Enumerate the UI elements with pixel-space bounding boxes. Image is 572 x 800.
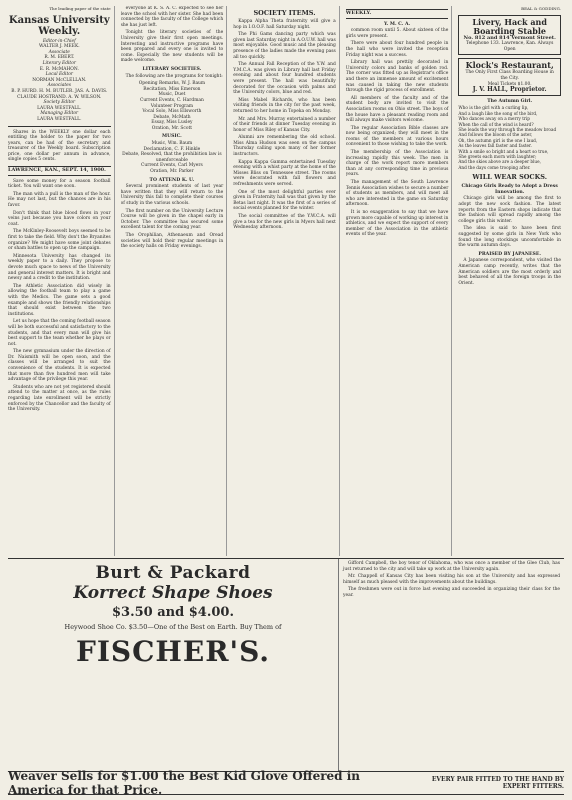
divider bbox=[8, 126, 111, 127]
article-paragraph: Kappa Alpha Theta fraternity will give a hop in I.O.O.F. hall Saturday night. bbox=[233, 19, 336, 30]
poem-line: When the call of the wind is heard? bbox=[458, 121, 534, 127]
column-4 bbox=[346, 6, 453, 556]
program-item: Vocal Solo, Miss Ellsworth bbox=[142, 109, 202, 115]
columns bbox=[8, 6, 564, 556]
program-list bbox=[121, 81, 224, 131]
program-item: Current Events, Carl Myers bbox=[141, 163, 203, 169]
program-item: Essay, Miss Lusley bbox=[151, 120, 193, 126]
program-item: Recitation, Miss Emerson bbox=[143, 86, 201, 92]
program-list bbox=[121, 141, 224, 175]
article-paragraph: Chicago girls will be among the first to adopt the new sock fashion. The latest reports from the Eastern shops indicate that the fashion will spread rapidly among the college girls this winter. bbox=[458, 196, 561, 224]
article-paragraph: The McKinley-Roosevelt boys seemed to be first to take the field. Why don't the Bryanites organize? We might have some joint debates or sham battles to open up the campaign. bbox=[8, 229, 111, 252]
program-item: Volunteer Program bbox=[150, 103, 194, 109]
ad-line: The Only First Class Boarding House in the City. bbox=[465, 70, 554, 81]
section-heading: MUSIC. bbox=[162, 134, 182, 140]
poem-line: As the leaves fall faster and faster. bbox=[458, 143, 532, 149]
poem-line: She leads the way through the meadow broad bbox=[458, 126, 557, 132]
dateline: LAWRENCE, KAN., SEPT. 14, 1900. bbox=[8, 166, 111, 176]
article-paragraph: The regular Association Bible classes are now being organized; they will meet in the rooms of the members at various hours convenient to those wishing to take the work. bbox=[345, 125, 449, 148]
livery-advertisement bbox=[458, 15, 561, 56]
poem-line: She greets each morn with laughter; bbox=[458, 154, 537, 159]
article-paragraph: Save some money for a season football ticket. You will want one soon. bbox=[8, 178, 111, 190]
article-paragraph: The following are the programs for tonight: bbox=[125, 73, 223, 79]
column-1 bbox=[8, 6, 115, 556]
article-paragraph: Alumni are remembering the old school. Miss Alma Hudson was seen on the campus Thursday calling upon many of her former instructors. bbox=[233, 135, 336, 158]
ad-line: Meal Tickets $1.00. bbox=[487, 81, 532, 87]
article-paragraph: Miss Mabel Richards, who has been visiting friends in the city for the past week, returned to her home in Topeka on Monday. bbox=[233, 97, 336, 114]
masthead-note: The leading paper of the state bbox=[49, 6, 111, 11]
article-paragraph: Gifford Campbell, the boy tenor of Oklahoma, who was once a member of the Glee Club, has just returned to the city and will take up work at the University again. bbox=[343, 561, 560, 572]
section-heading: SOCIETY ITEMS. bbox=[253, 9, 316, 17]
poem-line: Who dances away on a merry trip bbox=[458, 116, 530, 122]
section-heading: WILL WEAR SOCKS. bbox=[472, 173, 547, 182]
ad-brand-line: Burt & Packard bbox=[95, 563, 251, 583]
program-item: Declamation, C. F. Hinkle bbox=[143, 146, 201, 152]
article-paragraph: The man with a pull is the man of the hour. He may not last, but the chances are in his favor. bbox=[8, 191, 111, 209]
article-paragraph: Kappa Kappa Gamma entertained Tuesday evening with a whist party at the home of the Misses Bliss on Tennessee street. The rooms were decorated with fall flowers and refreshments were served. bbox=[233, 159, 336, 188]
article-paragraph: The first number on the University Lecture Course will be given in the chapel early in October. The committee has secured some excellent talent for the coming year. bbox=[120, 208, 224, 231]
poem-line: Oh, the autumn girl is the one I laud, bbox=[458, 137, 538, 143]
poem-line: And the days come trooping after. bbox=[458, 164, 531, 170]
article-paragraph: A Japanese correspondent, who visited the American camp recently, writes that the American soldiers are the most orderly and best behaved of all the foreign troops in the Orient. bbox=[458, 258, 561, 286]
section-heading: PRAISED BY JAPANESE. bbox=[478, 251, 541, 257]
poem-line: And follows the bloom of the aster, bbox=[458, 132, 533, 138]
article-paragraph: There were about four hundred people in the hall who were invited the reception Friday night was a success. bbox=[345, 41, 449, 58]
article-paragraph: The membership of the Association is increasing rapidly this week. The men in charge of the work report more members than at any corresponding time in previous years. bbox=[345, 150, 449, 178]
article-paragraph: Several prominent students of last year have written that they will return to the University this fall to complete their courses of study in the various schools. bbox=[120, 184, 224, 206]
ad-phone: Telephone 133. Lawrence, Kan. Always Open bbox=[466, 41, 554, 52]
staff-entry: Local Editor NORMAN McCLELLAN. bbox=[32, 72, 87, 83]
article-paragraph: The Phi Gams dancing party which was given last Saturday night in A.O.U.W. hall was most enjoyable. Good music and the pleasing presence of the ladies made the evening pass all too quickly. bbox=[233, 32, 336, 60]
ad-brand-line: Korrect Shape Shoes bbox=[73, 583, 273, 603]
poem-line: Who is the girl with a curling lip, bbox=[458, 105, 529, 111]
footer-advertisement bbox=[8, 769, 564, 797]
article-paragraph: The Annual Fall Reception of the Y.W. and Y.M.C.A. was given in Library hall last Friday evening and about four hundred students were present. The hall was beautifully decorated for the occasion with palms and the University colors, blue and red. bbox=[233, 62, 336, 96]
ad-title: Livery, Hack and Boarding Stable bbox=[472, 16, 547, 36]
article-paragraph: It is no exaggeration to say that we have grown more capable of working up interest in athletics, and we expect the support of every member of the Association in the athletic events of the year. bbox=[345, 210, 449, 238]
article-paragraph: The management of the South Lawrence Tennis Association wishes to secure a number of students as members, and will meet all who are interested in the game on Saturday afternoon. bbox=[345, 180, 449, 208]
section-heading: Y. M. C. A. bbox=[384, 21, 411, 27]
section-heading: LITERARY SOCIETIES. bbox=[142, 66, 202, 72]
restaurant-advertisement bbox=[458, 58, 561, 95]
ad-price: $3.50 and $4.00. bbox=[112, 605, 234, 620]
poem-line: And the skies above are a deeper blue, bbox=[458, 159, 541, 165]
article-paragraph: The new gymnasium under the direction of Dr. Naismith will be open soon, and the classes will be arranged to suit the convenience of the students. It is expected that more than five hundred men will take advantage of the privilege this year. bbox=[8, 349, 111, 383]
subscription-terms: Shares in the WEEKLY one dollar each entitling the holder to the paper for two years, can be had of the secretary and treasurer of the Weekly board. Subscription price, one dollar per annum in advance, single copies 5 cents. bbox=[8, 129, 111, 163]
article-paragraph: Students who are not yet registered should attend to the matter at once, as the rules regarding late enrollment will be strictly enforced by the Chancellor and the faculty of the University. bbox=[8, 384, 111, 413]
dateline: WEEKLY. bbox=[346, 9, 449, 19]
poem bbox=[458, 105, 561, 170]
glove-ad-text: Weaver Sells for $1.00 the Best Kid Glove Offered in America for that Price. bbox=[8, 769, 361, 797]
ad-store-line: Heywood Shoe Co. $3.50—One of the Best on Earth. Buy Them of bbox=[64, 623, 282, 631]
paper-title: Kansas University Weekly. bbox=[8, 14, 110, 37]
article-paragraph: All members of the faculty and of the student body are invited to visit the Association rooms on Ohio street. The boys of the house have a pleasant reading room and will always make visitors welcome. bbox=[345, 95, 449, 124]
article-paragraph: Don't think that blue blood flows in your veins just because you have colors on your coat. bbox=[8, 210, 111, 227]
shoe-ad-body bbox=[8, 559, 339, 771]
article-paragraph: The Athletic Association did wisely in allowing the football team to play a game with the Medics. The game sets a good example and shows the friendly relationships that should exist between the two institutions. bbox=[8, 283, 111, 317]
shoe-advertisement bbox=[8, 558, 564, 772]
program-item: Oration, Mr. Parker bbox=[150, 169, 194, 175]
staff-entry: Associate R. M. EBERT. bbox=[44, 49, 75, 61]
article-paragraph: Mr. Chappell of Kansas City has been visiting his son at the University and has expressed himself as much pleased with the improvements about the buildings. bbox=[343, 574, 560, 585]
article-paragraph: Let us hope that the coming football season will be both successful and satisfactory to the students, and that every man will give his best support to the team whether he plays or not. bbox=[8, 319, 111, 347]
program-item: Current Events, C. Hardman bbox=[139, 97, 204, 103]
poem-line: And a laugh like the song of the bird, bbox=[458, 110, 538, 116]
program-item: Debate, Resolved, that the prohibition law is unenforceable bbox=[122, 152, 222, 163]
staff-entry: Literary Editor E. R. McMAHON. bbox=[39, 60, 79, 72]
bottom-right-column bbox=[339, 559, 564, 771]
article-paragraph: The freshmen were out in force last evening and succeeded in organizing their class for the year. bbox=[343, 587, 560, 598]
staff-entry: Associates B. P. HURD. H. M. BUTLER. JAS. A. DAVIS. CLAUDE HOSTRAND. A. W. WILSON. bbox=[11, 83, 108, 100]
article-paragraph: Minnesota University has changed its weekly paper to a daily. They propose to devote much space to news of the University and general interest matters. It is bright and newsy and a credit to the institution. bbox=[8, 253, 111, 282]
ad-top-line: BEAL & GODDING. bbox=[521, 6, 561, 11]
article-paragraph: Mr. and Mrs. Murray entertained a number of their friends at dinner Tuesday evening in honor of Miss Riley of Kansas City. bbox=[233, 116, 336, 133]
article-paragraph: Library hall was prettily decorated in University colors and banks of golden rod. The corner was fitted up as Registrar's office and there an immense amount of excitement was caused in taking the new students through the rigid process of enrollment. bbox=[345, 60, 449, 94]
ad-title: Klock's Restaurant, bbox=[465, 60, 554, 71]
program-item: Music, Duet bbox=[158, 92, 186, 98]
poem-title: The Autumn Girl. bbox=[487, 98, 533, 104]
article-paragraph: common room until 5. About sixteen of the girls were present. bbox=[345, 28, 449, 39]
program-item: Oration, Mr. Scott bbox=[151, 125, 193, 131]
section-subheading: Chicago Girls Ready to Adopt a Dress Innovation. bbox=[461, 184, 558, 195]
article-paragraph: The Orophilian, Athenaeum and Oread societies will hold their regular meetings in the society halls on Friday evenings. bbox=[120, 232, 224, 250]
article-paragraph: Tonight the literary societies of the University give their first open meetings. Interesting and instructive programs have been prepared and every one is invited to come. Especially the new students will be made welcome. bbox=[120, 30, 224, 64]
staff-box bbox=[8, 39, 111, 123]
article-paragraph: One of the most delightful parties ever given in Fraternity hall was that given by the Betas last night. It was the first of a series of social events planned for the winter. bbox=[233, 189, 336, 212]
section-heading: TO ATTEND K. U. bbox=[149, 177, 195, 183]
ad-proprietor: J. V. HALL, Proprietor. bbox=[472, 86, 547, 94]
poem-line: With a smile so bright and a heart so true, bbox=[458, 148, 549, 154]
program-item: Debate, McMath bbox=[153, 114, 191, 120]
column-2 bbox=[121, 6, 228, 556]
program-item: Music, Wm. Baum bbox=[151, 141, 193, 147]
article-paragraph: The idea is said to have been first suggested by some girls in New York who found the long stockings uncomfortable in the warm autumn days. bbox=[458, 226, 561, 249]
staff-entry: Editor-in-Chief WALTER J. MEEK. bbox=[38, 38, 80, 50]
article-paragraph: The social committee of the Y.W.C.A. will give a tea for the new girls in Myers hall next Wednesday afternoon. bbox=[233, 214, 336, 231]
article-paragraph: everyone at K. S. A. C. expected to see her leave the school with her sister. She had been connected by the faculty of the College which she has just left. bbox=[120, 6, 224, 28]
column-5 bbox=[458, 6, 564, 556]
column-3 bbox=[233, 6, 340, 556]
staff-entry: Managing Editor LAURA WESTFALL. bbox=[37, 111, 82, 122]
ad-store-name: FISCHER'S. bbox=[75, 635, 271, 668]
staff-entry: Society Editor LAURA WESTFALL. bbox=[37, 100, 82, 111]
ad-address: No. 812 and 814 Vermont Street. bbox=[463, 34, 556, 41]
fitting-note: EVERY PAIR FITTED TO THE HAND BY EXPERT FITTERS. bbox=[431, 776, 564, 790]
program-item: Opening Remarks, W. J. Baum bbox=[138, 81, 206, 87]
